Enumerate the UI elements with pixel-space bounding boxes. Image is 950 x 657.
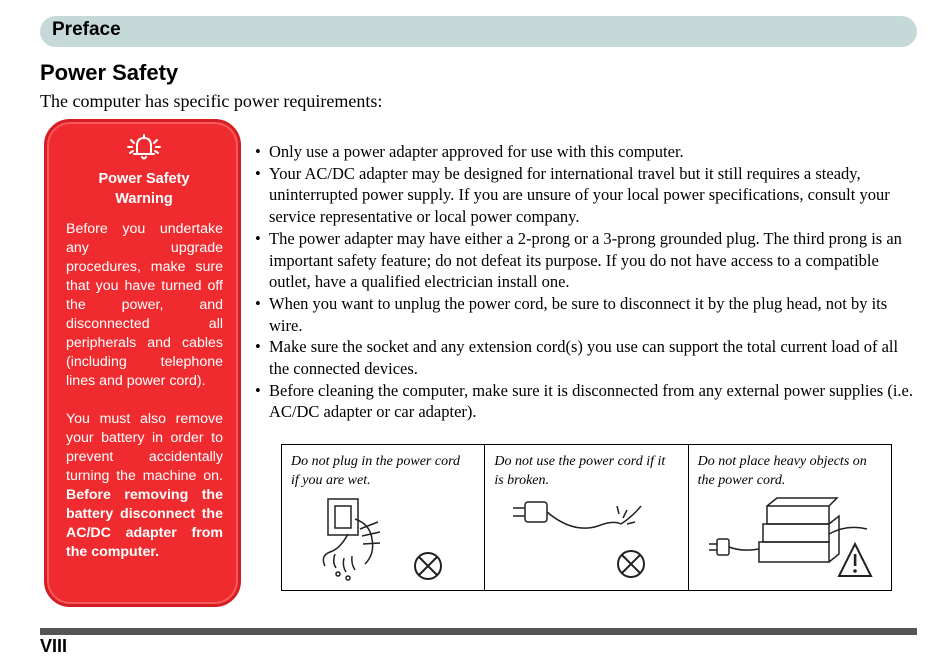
intro-text: The computer has specific power requirements: — [40, 91, 383, 111]
list-item: • When you want to unplug the power cord, be sure to disconnect it by the plug head, not by its wire. — [255, 293, 917, 336]
heavy-objects-cord-illustration — [707, 494, 877, 584]
warning-body — [66, 220, 223, 581]
prohibited-icon — [415, 553, 441, 579]
caution-caption: Do not place heavy objects on the power cord. — [697, 454, 867, 488]
warning-paragraph-1: Before you undertake any upgrade procedures, make sure that you have turned off the power, and disconnected all peripherals and cables (including telephone lines and power cord). — [66, 221, 223, 389]
caution-caption: Do not use the power cord if it is broken. — [494, 454, 666, 488]
warning-bell-icon — [126, 132, 162, 162]
caution-illustrations-table — [281, 444, 892, 591]
warning-title-line-1: Power Safety — [98, 171, 190, 187]
power-requirements-list — [255, 141, 917, 423]
power-safety-warning-box — [44, 119, 241, 607]
warning-paragraph-2-text: You must also remove your battery in order to prevent accidentally turning the machine on. — [66, 411, 223, 484]
caution-caption: Do not plug in the power cord if you are wet. — [291, 454, 461, 488]
section-title: Preface — [52, 19, 121, 40]
warning-paragraph-2-emphasis: Before removing the battery disconnect the AC/DC adapter from the computer. — [66, 487, 223, 560]
warning-title-line-2: Warning — [115, 191, 173, 207]
list-item: • Make sure the socket and any extension cord(s) you use can support the total current load of all the connected devices. — [255, 336, 917, 379]
footer-bar — [40, 628, 917, 635]
list-item: • The power adapter may have either a 2-prong or a 3-prong grounded plug. The third prong is an important safety feature; do not defeat its purpose. If you do not have access to a compatible outlet, have a qualified electrician install one. — [255, 228, 917, 293]
list-item: • Only use a power adapter approved for use with this computer. — [255, 141, 917, 163]
caution-cell-heavy — [689, 445, 891, 590]
prohibited-icon — [618, 551, 644, 577]
broken-cord-illustration — [503, 494, 673, 584]
warning-triangle-icon — [839, 544, 871, 576]
section-header-bar — [40, 16, 917, 47]
caution-cell-broken — [485, 445, 688, 590]
page-title: Power Safety — [40, 60, 179, 85]
warning-paragraph-2 — [66, 410, 223, 562]
caution-cell-wet — [282, 445, 485, 590]
page-number: VIII — [40, 636, 68, 656]
list-item: • Before cleaning the computer, make sure it is disconnected from any external power supplies (i.e. AC/DC adapter or car adapter). — [255, 380, 917, 423]
wet-hands-plug-illustration — [300, 494, 470, 584]
list-item: • Your AC/DC adapter may be designed for international travel but it still requires a steady, uninterrupted power supply. If you are unsure of your local power specifications, consult your service representative or local power company. — [255, 163, 917, 228]
warning-title — [55, 169, 233, 209]
